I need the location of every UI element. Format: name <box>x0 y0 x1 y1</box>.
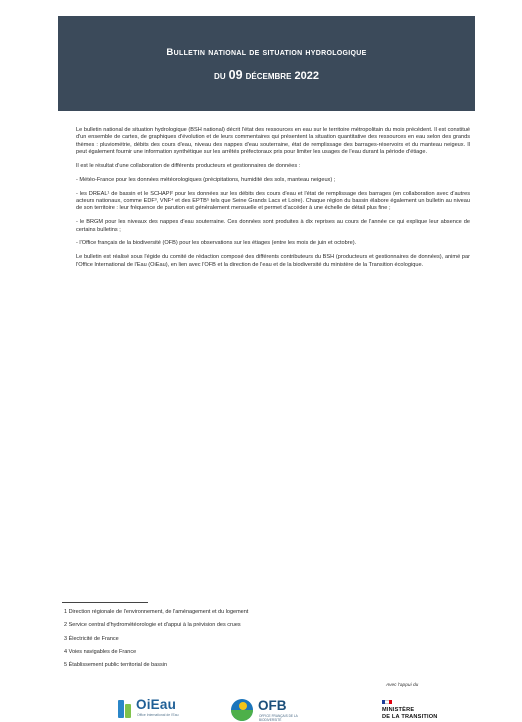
paragraph-collaboration: Il est le résultat d'une collaboration de différents producteurs et gestionnaires de données : <box>76 163 301 170</box>
footnote-divider <box>62 602 148 603</box>
paragraph-committee: Le bulletin est réalisé sous l'égide du comité de rédaction composé des différents contributeurs du BSH (producteurs et gestionnaires de données), animé par l'Office International de l'Eau (OiEau), en lien avec l'OFB et la direction de l'eau et de la biodiversité du ministère de la Transition écologique. <box>76 254 470 268</box>
oieau-subtitle: Office International de l'Eau <box>137 713 179 717</box>
footnote-1: 1 Direction régionale de l'environnement, de l'aménagement et du logement <box>64 609 249 615</box>
bulletin-title: Bulletin national de situation hydrologique <box>166 47 367 58</box>
oieau-name: OiEau <box>136 697 177 712</box>
paragraph-intro: Le bulletin national de situation hydrologique (BSH national) décrit l'état des ressources en eau sur le territoire métropolitain du mois précédent. Il est constitué d'un ensemble de cartes, de graphiques d'évolution et de leurs commentaires qui présentent la situation quantitative des ressources en eau selon des grands thèmes : pluviométrie, débits des cours d'eau, niveau des nappes d'eau souterraine, état de remplissage des barrages-réservoirs et du manteau neigeux. Il peut également fournir une information synthétique sur les arrêtés préfectoraux pris pour limiter les usages de l'eau durant la période d'étiage. <box>76 127 470 156</box>
ofb-name: OFB <box>258 698 287 713</box>
ofb-mark-icon <box>231 699 253 721</box>
support-label: Avec l'appui du <box>386 683 419 688</box>
paragraph-meteo-france: - Météo-France pour les données météorologiques (précipitations, humidité des sols, manteau neigeux) ; <box>76 176 336 183</box>
flag-red-band <box>389 700 392 704</box>
date-month-year: décembre 2022 <box>245 70 319 82</box>
oieau-mark-icon <box>118 700 132 718</box>
ministry-logo <box>381 697 471 722</box>
ofb-subtitle: OFFICE FRANÇAIS DE LA BIODIVERSITÉ <box>259 714 298 722</box>
bulletin-header <box>58 16 475 111</box>
ministry-line-1: MINISTÈRE <box>382 707 415 713</box>
date-day: 09 <box>228 68 243 82</box>
footnote-5: 5 Établissement public territorial de bassin <box>64 662 168 669</box>
ofb-logo <box>231 697 311 722</box>
bulletin-date <box>214 68 319 82</box>
paragraph-brgm: - le BRGM pour les niveaux des nappes d'eau souterraine. Ces données sont produites à dix reprises au cours de l'année ce qui explique leur absence de certains bulletins ; <box>76 219 470 233</box>
date-prefix: du <box>214 70 226 82</box>
paragraph-ofb: - l'Office français de la biodiversité (OFB) pour les observations sur les étiages (entre les mois de juin et octobre). <box>76 240 357 247</box>
oieau-logo <box>118 697 198 722</box>
footnotes <box>64 609 364 675</box>
ministry-line-2: DE LA TRANSITION <box>382 714 438 720</box>
footnote-3: 3 Électricité de France <box>64 635 119 642</box>
footnote-2: 2 Service central d'hydrométéorologie et d'appui à la prévision des crues <box>64 622 241 629</box>
french-flag-icon <box>382 700 392 704</box>
bulletin-body <box>76 127 470 275</box>
paragraph-dreal: - les DREAL¹ de bassin et le SCHAPI² pour les données sur les débits des cours d'eau et l'état de remplissage des barrages (en collaboration avec d'autres acteurs nationaux, comme EDF³, VNF⁴ et des EPTB⁵ tels que Seine Grands Lacs et Loire). Chaque région du bassin élabore également un bulletin au niveau de son territoire : leur fréquence de parution est généralement mensuelle et permet d'accéder à une échelle de détail plus fine ; <box>76 190 470 212</box>
footnote-4: 4 Voies navigables de France <box>64 648 137 655</box>
